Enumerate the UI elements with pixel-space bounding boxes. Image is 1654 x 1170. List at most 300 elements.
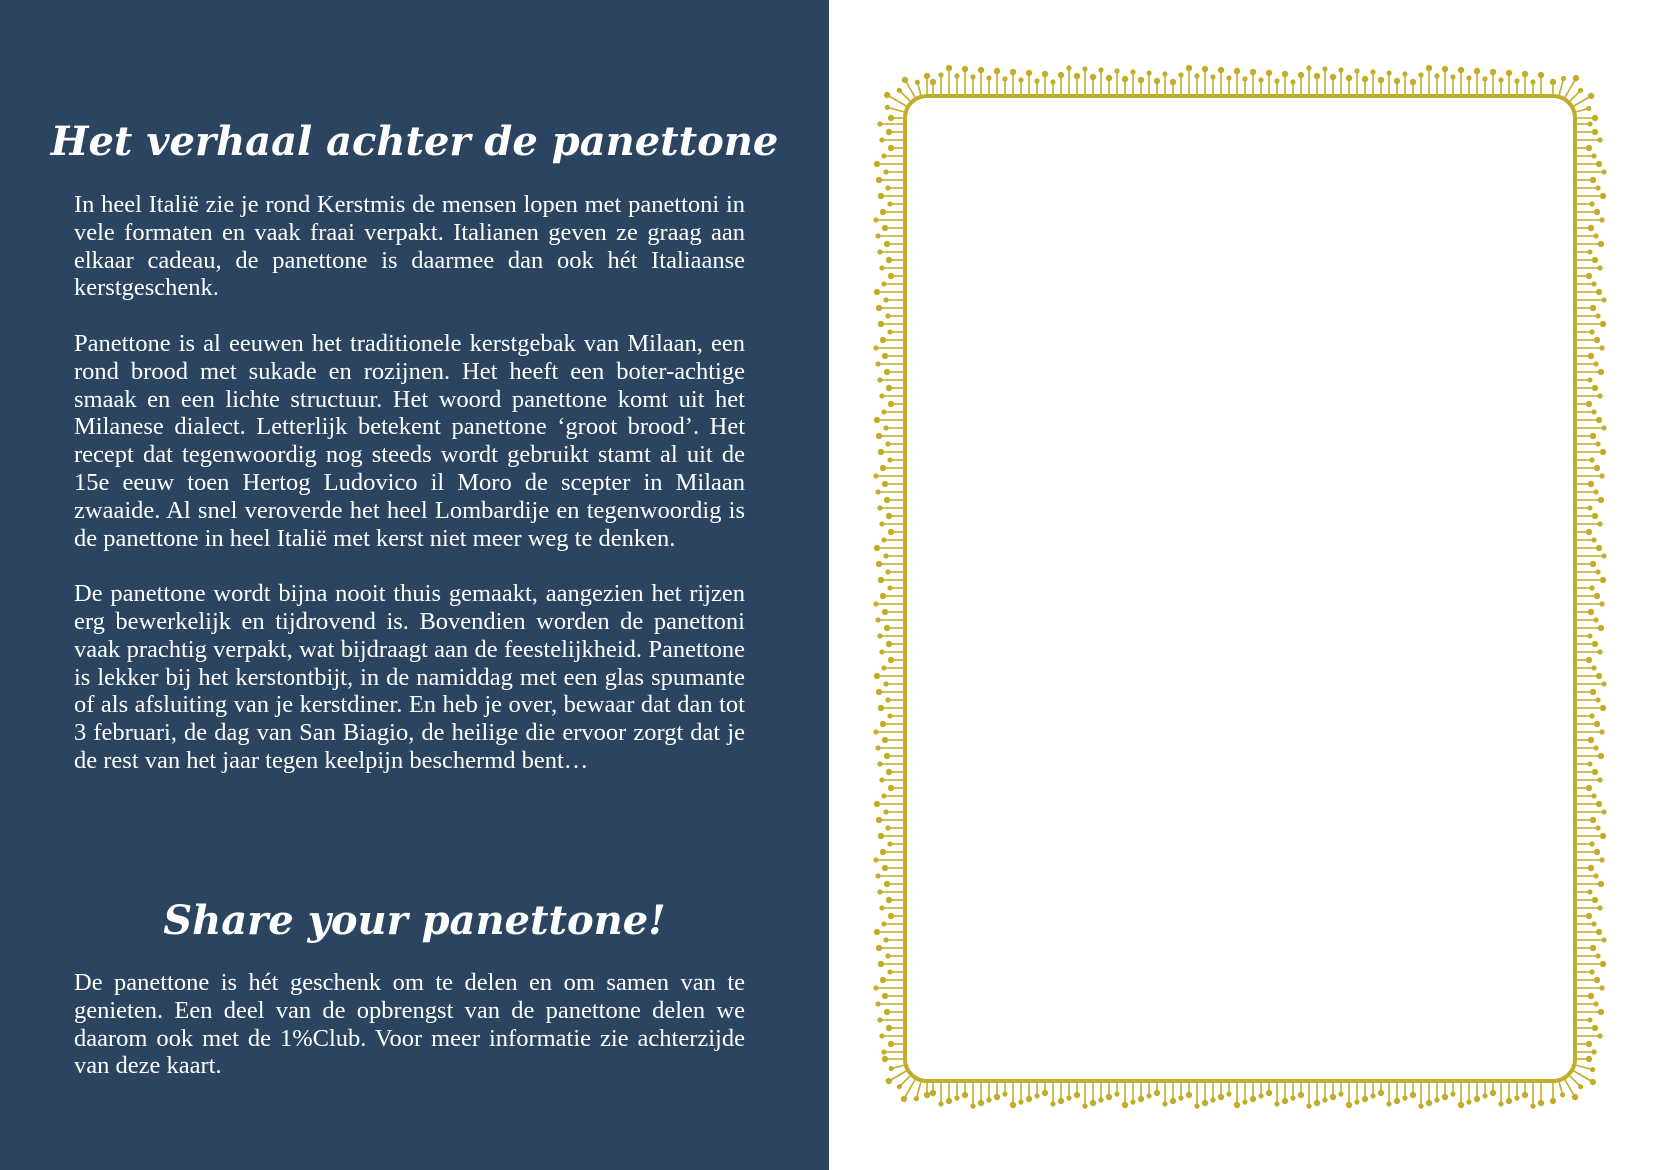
frame-dot [877, 562, 882, 567]
frame-dot [903, 77, 908, 82]
frame-dot [879, 834, 884, 839]
story-paragraph-1: In heel Italië zie je rond Kerstmis de mensen lopen met panettoni in vele formaten en vaak fraai verpakt. Italianen geven ze graag aan elkaar cadeau, de panettone is daarmee dan ook hét Italiaanse kerstgeschenk. [74, 191, 745, 302]
frame-dot [885, 498, 890, 503]
frame-dot [1443, 1095, 1448, 1100]
frame-dot [1551, 1099, 1556, 1104]
frame-dot [1435, 1098, 1439, 1102]
frame-dot [883, 866, 888, 871]
frame-dot [1059, 73, 1064, 78]
frame-dot [877, 306, 882, 311]
frame-dot [884, 554, 888, 558]
frame-dot [1003, 1092, 1007, 1096]
frame-dot [1601, 834, 1606, 839]
frame-dot [1597, 802, 1602, 807]
frame-dot [1602, 810, 1606, 814]
frame-dot [1598, 138, 1602, 142]
frame-dot [1283, 72, 1288, 77]
frame-dot [886, 1079, 891, 1084]
frame-dot [875, 674, 880, 679]
frame-dot [1596, 954, 1600, 958]
frame-dot [881, 722, 886, 727]
frame-dot [931, 1091, 936, 1096]
frame-dot [1593, 898, 1598, 903]
frame-dot [879, 450, 884, 455]
frame-dot [1339, 68, 1343, 72]
frame-dot [1011, 1103, 1016, 1108]
frame-dot [1251, 70, 1256, 75]
frame-dot [884, 426, 888, 430]
frame-dot [1602, 938, 1606, 942]
frame-dot [882, 154, 886, 158]
frame-dot [1019, 1100, 1023, 1104]
frame-dot [1600, 474, 1604, 478]
frame-dot [1594, 234, 1598, 238]
frame-dot [1219, 68, 1224, 73]
frame-dot [1579, 1085, 1583, 1089]
frame-dot [1347, 76, 1352, 81]
frame-dot [1589, 610, 1594, 615]
frame-dot [1067, 66, 1071, 70]
frame-dot [1075, 74, 1080, 79]
frame-dot [1179, 1096, 1183, 1100]
frame-dot [885, 882, 890, 887]
frame-dot [1475, 69, 1480, 74]
frame-dot [1589, 866, 1594, 871]
frame-dot [1283, 1099, 1288, 1104]
frame-dot [1591, 1068, 1595, 1072]
frame-dot [1291, 80, 1295, 84]
story-paragraph-2: Panettone is al eeuwen het traditionele kerstgebak van Milaan, een rond brood met sukade en rozijnen. Het heeft een boter-achtige smaak en een lichte structuur. Het woord panettone komt uit het Milanese dialect. Letterlijk betekent panettone ‘groot brood’. Het recept dat tegenwoordig nog steeds wordt gebruikt stamt al uit de 15e eeuw toen Hertog Ludovico il Moro de scepter in Milaan zwaaide. Al snel veroverde het heel Lombardije en tegenwoordig is de panettone in heel Italië met kerst niet meer weg te denken. [74, 329, 745, 552]
frame-dot [1595, 978, 1600, 983]
frame-dot [1475, 1097, 1480, 1102]
frame-dot [1590, 842, 1594, 846]
frame-dot [888, 458, 892, 462]
frame-dot [1596, 826, 1600, 830]
frame-dot [1591, 562, 1596, 567]
frame-dot [879, 962, 884, 967]
frame-dot [1259, 78, 1263, 82]
frame-dot [1459, 1103, 1464, 1108]
frame-dot [987, 1098, 991, 1102]
frame-dot [886, 826, 890, 830]
frame-dot [1599, 626, 1604, 631]
frame-dot [1163, 72, 1167, 76]
frame-dot [881, 210, 886, 215]
frame-dot [1355, 69, 1359, 73]
frame-dot [886, 314, 890, 318]
frame-dot [886, 186, 890, 190]
frame-dot [886, 570, 890, 574]
frame-dot [1592, 410, 1596, 414]
frame-dot [1573, 1095, 1578, 1100]
frame-dot [878, 762, 882, 766]
frame-dot [1123, 1103, 1128, 1108]
frame-dot [1592, 794, 1596, 798]
frame-dot [881, 978, 886, 983]
frame-dot [1147, 1094, 1151, 1098]
frame-dot [875, 418, 880, 423]
frame-dot [1601, 322, 1606, 327]
frame-dot [1593, 514, 1598, 519]
frame-dot [1592, 922, 1596, 926]
frame-dot [1139, 78, 1144, 83]
frame-dot [1275, 79, 1279, 83]
frame-dot [1593, 1026, 1598, 1031]
frame-dot [883, 738, 888, 743]
frame-dot [1601, 450, 1606, 455]
frame-dot [1590, 714, 1594, 718]
frame-dot [939, 1102, 943, 1106]
frame-dot [1602, 682, 1606, 686]
frame-dot [1596, 314, 1600, 318]
frame-dot [889, 1067, 893, 1071]
frame-dot [1315, 74, 1320, 79]
frame-dot [884, 170, 888, 174]
frame-dot [876, 234, 880, 238]
frame-dot [883, 610, 888, 615]
frame-dot [1163, 1102, 1167, 1106]
frame-dot [875, 162, 880, 167]
frame-dot [887, 258, 892, 263]
frame-dot [1590, 586, 1594, 590]
frame-dot [1427, 66, 1432, 71]
frame-dot [1427, 1101, 1432, 1106]
frame-dot [1591, 818, 1596, 823]
frame-dot [1307, 66, 1311, 70]
frame-dot [1590, 330, 1594, 334]
frame-dot [1139, 1097, 1144, 1102]
frame-border [905, 96, 1575, 1081]
frame-dot [1590, 458, 1594, 462]
frame-dot [1600, 602, 1604, 606]
frame-dot [874, 602, 878, 606]
frame-dot [888, 330, 892, 334]
frame-dot [880, 650, 884, 654]
frame-dot [884, 938, 888, 942]
frame-dot [916, 80, 920, 84]
frame-dot [884, 298, 888, 302]
frame-dot [1219, 1095, 1224, 1100]
frame-dot [1595, 338, 1600, 343]
frame-dot [877, 818, 882, 823]
frame-dot [883, 994, 888, 999]
frame-dot [1523, 1093, 1528, 1098]
frame-dot [1371, 70, 1375, 74]
frame-dot [1589, 354, 1594, 359]
frame-dot [1387, 71, 1391, 75]
frame-dot [876, 618, 880, 622]
frame-dot [1601, 194, 1606, 199]
frame-dot [882, 922, 886, 926]
frame-dot [1598, 650, 1602, 654]
frame-dot [1598, 266, 1602, 270]
frame-dot [1602, 170, 1606, 174]
frame-dot [1243, 77, 1247, 81]
frame-dot [876, 490, 880, 494]
gold-frame-icon [829, 0, 1654, 1170]
frame-dot [1235, 69, 1240, 74]
share-paragraph: De panettone is hét geschenk om te delen en om samen van te genieten. Een deel van de opbrengst van de panettone delen we daarom ook met de 1%Club. Voor meer informatie zie achterzijde van deze kaart. [74, 969, 745, 1080]
frame-ray [904, 1080, 915, 1099]
frame-dot [1083, 67, 1087, 71]
frame-dot [875, 802, 880, 807]
frame-dot [1597, 930, 1602, 935]
frame-dot [1451, 75, 1455, 79]
frame-dot [883, 482, 888, 487]
frame-dot [1491, 70, 1496, 75]
frame-dot [1551, 80, 1556, 85]
frame-dot [883, 1057, 888, 1062]
frame-dot [887, 642, 892, 647]
frame-dot [1587, 658, 1592, 663]
frame-dot [880, 778, 884, 782]
frame-dot [1592, 154, 1596, 158]
frame-dot [881, 594, 886, 599]
frame-dot [947, 1099, 952, 1104]
frame-dot [874, 346, 878, 350]
frame-dot [879, 706, 884, 711]
frame-dot [971, 75, 975, 79]
frame-dot [1574, 76, 1579, 81]
frame-dot [887, 130, 892, 135]
frame-dot [1027, 1097, 1032, 1102]
frame-dot [885, 754, 890, 759]
frame-dot [1593, 116, 1598, 121]
frame-dot [1593, 770, 1598, 775]
frame-dot [979, 1101, 984, 1106]
frame-dot [1379, 1091, 1384, 1096]
frame-dot [882, 282, 886, 286]
frame-dot [1203, 1101, 1208, 1106]
frame-dot [877, 690, 882, 695]
frame-dot [1523, 72, 1528, 77]
frame-dot [1587, 530, 1592, 535]
frame-ray [1565, 78, 1576, 97]
frame-dot [1598, 522, 1602, 526]
frame-dot [1597, 674, 1602, 679]
frame-dot [1195, 74, 1199, 78]
frame-dot [1579, 89, 1583, 93]
frame-dot [1363, 77, 1368, 82]
frame-ray [1574, 1071, 1593, 1082]
frame-dot [888, 714, 892, 718]
frame-dot [1179, 73, 1183, 77]
frame-dot [1594, 490, 1598, 494]
frame-dot [886, 442, 890, 446]
frame-dot [1599, 882, 1604, 887]
frame-dot [1587, 914, 1592, 919]
share-title: Share your panettone! [163, 897, 666, 944]
frame-dot [1347, 1103, 1352, 1108]
frame-dot [1043, 72, 1048, 77]
frame-dot [874, 730, 878, 734]
frame-dot [1598, 778, 1602, 782]
frame-dot [1171, 80, 1176, 85]
frame-dot [1331, 1095, 1336, 1100]
frame-dot [1467, 1100, 1471, 1104]
frame-dot [1588, 890, 1592, 894]
frame-dot [1592, 666, 1596, 670]
frame-dot [877, 946, 882, 951]
frame-dot [879, 578, 884, 583]
frame-dot [1403, 72, 1407, 76]
frame-dot [876, 362, 880, 366]
frame-dot [889, 914, 894, 919]
frame-dot [1598, 394, 1602, 398]
frame-dot [1601, 706, 1606, 711]
frame-dot [885, 626, 890, 631]
frame-dot [1299, 73, 1304, 78]
frame-dot [1591, 690, 1596, 695]
frame-dot [1403, 1096, 1407, 1100]
frame-dot [898, 89, 902, 93]
frame-dot [888, 842, 892, 846]
frame-dot [939, 73, 943, 77]
frame-dot [1411, 1093, 1416, 1098]
frame-dot [1491, 1091, 1496, 1096]
frame-dot [1590, 202, 1594, 206]
frame-dot [874, 986, 878, 990]
frame-dot [1601, 578, 1606, 583]
frame-dot [1035, 1094, 1039, 1098]
frame-dot [1593, 386, 1598, 391]
frame-dot [1588, 634, 1592, 638]
frame-dot [925, 74, 930, 79]
frame-dot [882, 410, 886, 414]
frame-dot [885, 370, 890, 375]
frame-dot [1591, 434, 1596, 439]
frame-dot [1539, 1101, 1544, 1106]
frame-dot [1531, 1104, 1535, 1108]
frame-dot [1601, 962, 1606, 967]
frame-dot [888, 202, 892, 206]
frame-dot [963, 1093, 968, 1098]
frame-dot [1600, 858, 1604, 862]
frame-dot [1602, 426, 1606, 430]
frame-dot [1083, 1104, 1087, 1108]
frame-dot [887, 898, 892, 903]
frame-dot [1067, 1096, 1071, 1100]
frame-dot [887, 514, 892, 519]
frame-dot [1587, 274, 1592, 279]
frame-dot [971, 1104, 975, 1108]
frame-dot [987, 76, 991, 80]
frame-dot [1451, 1092, 1455, 1096]
frame-dot [1051, 80, 1055, 84]
frame-dot [879, 322, 884, 327]
frame-dot [1091, 1101, 1096, 1106]
frame-dot [1075, 1093, 1080, 1098]
frame-dot [1562, 77, 1566, 81]
frame-dot [1595, 850, 1600, 855]
frame-dot [889, 786, 894, 791]
frame-dot [915, 1097, 919, 1101]
frame-dot [1587, 786, 1592, 791]
frame-dot [1363, 1097, 1368, 1102]
frame-dot [898, 1085, 902, 1089]
frame-dot [1588, 506, 1592, 510]
frame-dot [1561, 1093, 1565, 1097]
frame-dot [1107, 76, 1112, 81]
frame-dot [963, 67, 968, 72]
frame-dot [995, 69, 1000, 74]
frame-dot [1499, 1102, 1503, 1106]
frame-dot [874, 218, 878, 222]
frame-dot [1291, 1096, 1295, 1100]
frame-panel [829, 0, 1654, 1170]
frame-dot [884, 810, 888, 814]
frame-dot [1379, 78, 1384, 83]
frame-dot [1483, 77, 1487, 81]
frame-dot [1589, 94, 1594, 99]
frame-dot [1187, 1093, 1192, 1098]
frame-dot [1593, 130, 1598, 135]
frame-dot [1587, 402, 1592, 407]
frame-dot [1091, 75, 1096, 80]
frame-dot [1599, 754, 1604, 759]
frame-dot [1211, 75, 1215, 79]
frame-dot [1599, 370, 1604, 375]
frame-dot [1483, 1094, 1487, 1098]
frame-dot [881, 850, 886, 855]
frame-dot [886, 106, 890, 110]
frame-dot [1595, 594, 1600, 599]
frame-dot [1589, 482, 1594, 487]
frame-dot [885, 242, 890, 247]
frame-dot [1315, 1101, 1320, 1106]
frame-dot [1211, 1098, 1215, 1102]
frame-dot [1171, 1099, 1176, 1104]
frame-dot [878, 634, 882, 638]
frame-dot [887, 386, 892, 391]
frame-dot [889, 274, 894, 279]
frame-dot [1275, 1102, 1279, 1106]
frame-dot [880, 266, 884, 270]
frame-dot [1588, 378, 1592, 382]
frame-dot [1591, 946, 1596, 951]
frame-dot [1155, 79, 1160, 84]
frame-dot [1395, 1099, 1400, 1104]
frame-dot [878, 506, 882, 510]
frame-dot [1589, 738, 1594, 743]
frame-dot [1187, 66, 1192, 71]
frame-dot [1323, 1098, 1327, 1102]
frame-dot [1593, 642, 1598, 647]
frame-dot [1499, 78, 1503, 82]
frame-dot [1588, 1018, 1592, 1022]
frame-dot [1107, 1095, 1112, 1100]
frame-dot [882, 666, 886, 670]
frame-dot [880, 1034, 884, 1038]
frame-dot [1594, 362, 1598, 366]
frame-dot [889, 658, 894, 663]
frame-dot [1591, 178, 1596, 183]
frame-dot [1589, 994, 1594, 999]
frame-dot [881, 466, 886, 471]
frame-dot [1539, 73, 1544, 78]
frame-dot [880, 138, 884, 142]
frame-dot [878, 122, 882, 126]
frame-dot [1597, 290, 1602, 295]
frame-dot [884, 682, 888, 686]
frame-dot [883, 354, 888, 359]
frame-dot [1598, 1034, 1602, 1038]
frame-dot [876, 746, 880, 750]
frame-dot [1592, 282, 1596, 286]
frame-dot [1323, 67, 1327, 71]
frame-dot [1599, 498, 1604, 503]
frame-dot [1595, 722, 1600, 727]
